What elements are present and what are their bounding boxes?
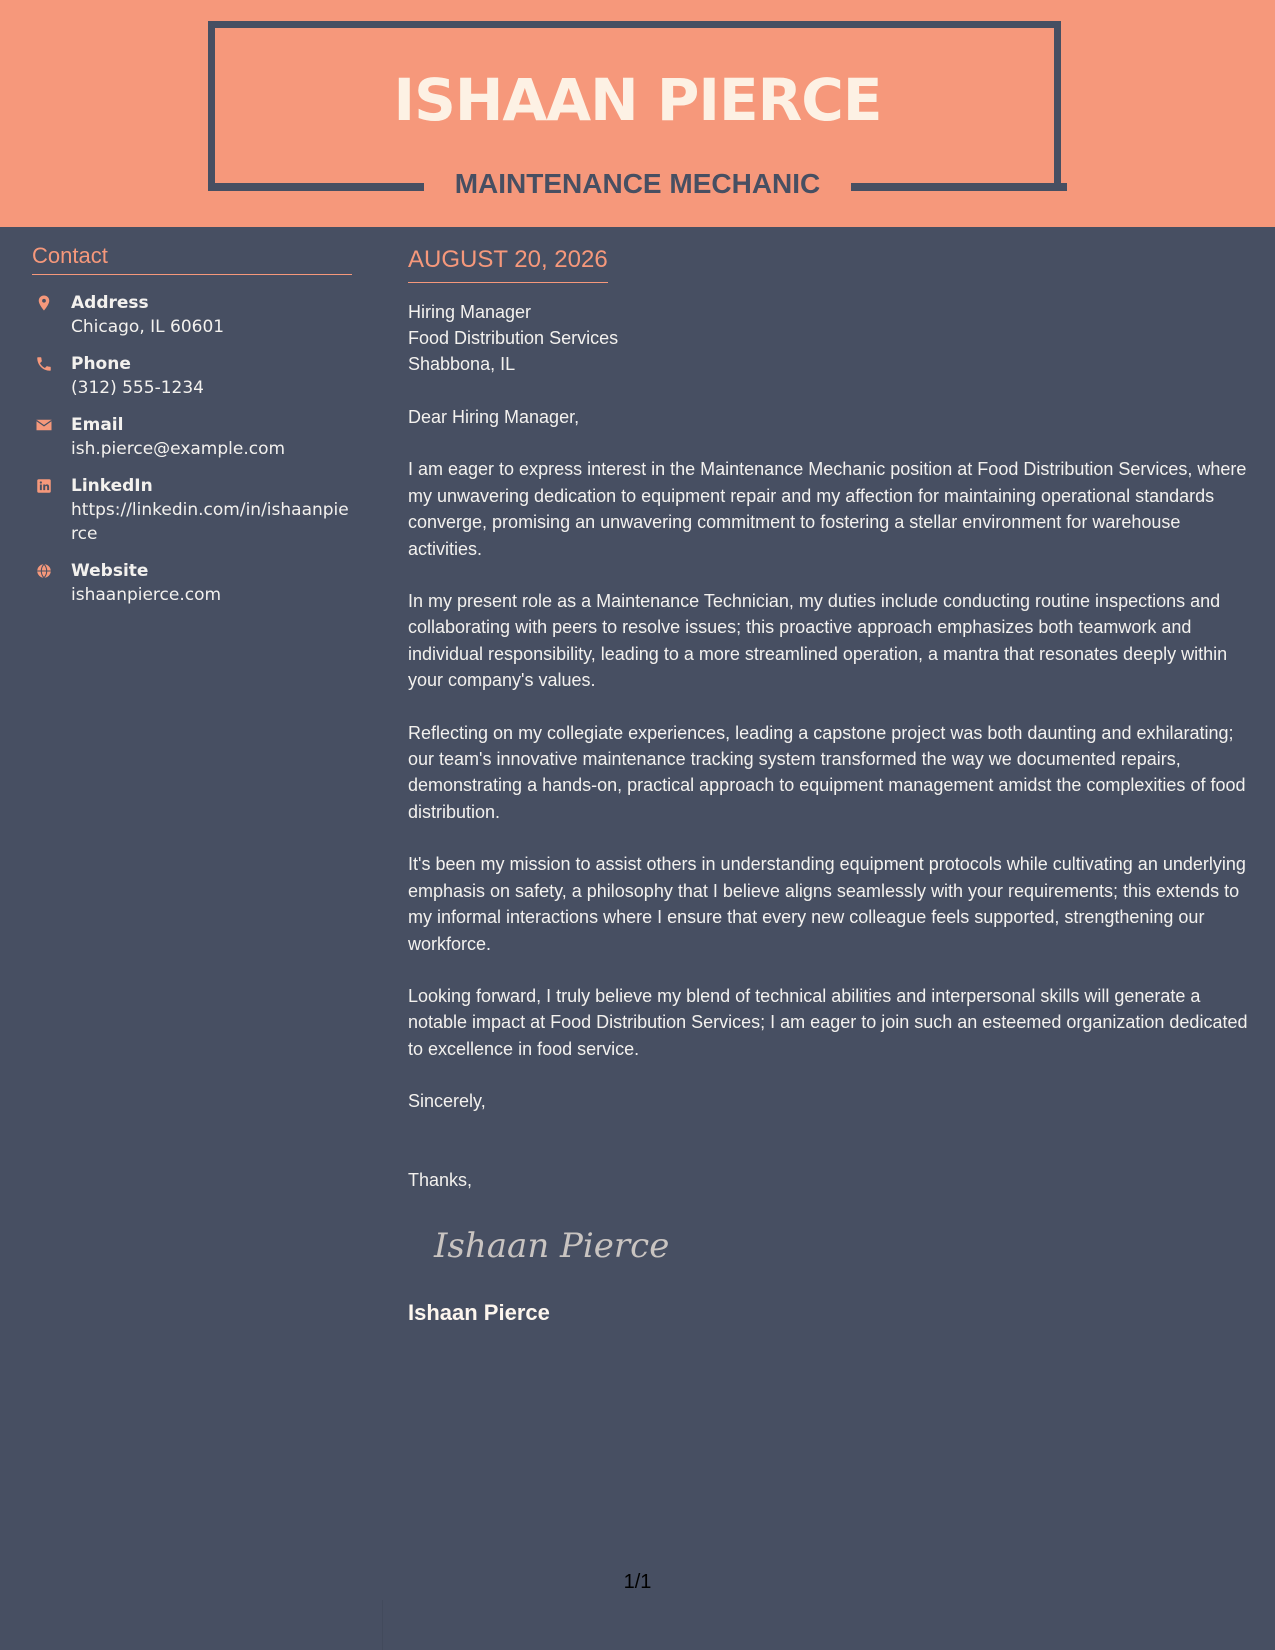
envelope-icon	[35, 416, 53, 434]
linkedin-icon	[35, 477, 53, 495]
applicant-name: ISHAAN PIERCE	[393, 66, 882, 134]
contact-heading: Contact	[32, 242, 352, 275]
recipient-line: Shabbona, IL	[408, 354, 516, 374]
recipient-line: Hiring Manager	[408, 302, 532, 322]
contact-item-website	[32, 559, 352, 607]
contact-label: Address	[71, 293, 149, 313]
signer-name: Ishaan Pierce	[408, 1299, 550, 1325]
contact-item-address	[32, 291, 352, 339]
contact-value: Chicago, IL 60601	[71, 317, 225, 337]
location-pin-icon	[35, 294, 53, 312]
signature-image	[428, 1215, 668, 1275]
contact-value: ish.pierce@example.com	[71, 439, 286, 459]
letter-paragraph: Reflecting on my collegiate experiences, leading a capstone project was both daunting and exhilarating; our team's innovative maintenance tracking system transformed the way we documented repairs, demonstrating a hands-on, practical approach to equipment management amidst the complexities of food distribution.	[408, 722, 1246, 822]
contact-item-phone	[32, 352, 352, 400]
letter-content	[408, 404, 1253, 1193]
globe-icon	[35, 562, 53, 580]
contact-label: Email	[71, 415, 124, 435]
recipient-line: Food Distribution Services	[408, 328, 619, 348]
thanks-line: Thanks,	[408, 1169, 473, 1190]
page-number: 1/1	[623, 1571, 652, 1593]
letter-paragraph: It's been my mission to assist others in understanding equipment protocols while cultivating an underlying emphasis on safety, a philosophy that I believe aligns seamlessly with your requirements; this extends to my informal interactions where I ensure that every new colleague feels supported, strengthening our workforce.	[408, 854, 1246, 954]
letter-date: AUGUST 20, 2026	[408, 244, 608, 283]
contact-sidebar	[32, 242, 352, 607]
contact-label: LinkedIn	[71, 476, 153, 496]
column-divider	[382, 1600, 383, 1650]
header-banner	[0, 0, 1275, 227]
letter-paragraph: In my present role as a Maintenance Technician, my duties include conducting routine inspections and collaborating with peers to resolve issues; this proactive approach emphasizes both teamwork and individual responsibility, leading to a more streamlined operation, a mantra that resonates deeply within your company's values.	[408, 591, 1228, 691]
closing: Sincerely,	[408, 1091, 486, 1112]
phone-icon	[35, 355, 53, 373]
contact-label: Website	[71, 561, 149, 581]
recipient-block	[408, 299, 1253, 377]
contact-item-email	[32, 413, 352, 461]
job-title: MAINTENANCE MECHANIC	[454, 168, 821, 199]
contact-value: ishaanpierce.com	[71, 585, 222, 605]
signature-script: Ishaan Pierce	[434, 1225, 668, 1266]
salutation: Dear Hiring Manager,	[408, 407, 580, 427]
contact-label: Phone	[71, 354, 131, 374]
contact-value: https://linkedin.com/in/ishaanpierce	[71, 500, 349, 544]
contact-value: (312) 555-1234	[71, 378, 204, 398]
letter-paragraph: I am eager to express interest in the Maintenance Mechanic position at Food Distribution Services, where my unwavering dedication to equipment repair and my affection for maintaining operational standards converge, promising an unwavering commitment to fostering a stellar environment for warehouse activities.	[408, 459, 1247, 559]
contact-item-linkedin	[32, 474, 352, 546]
letter-paragraph: Looking forward, I truly believe my blend of technical abilities and interpersonal skills will generate a notable impact at Food Distribution Services; I am eager to join such an esteemed organization dedicated to excellence in food service.	[408, 985, 1248, 1059]
letter-body	[408, 244, 1253, 1328]
